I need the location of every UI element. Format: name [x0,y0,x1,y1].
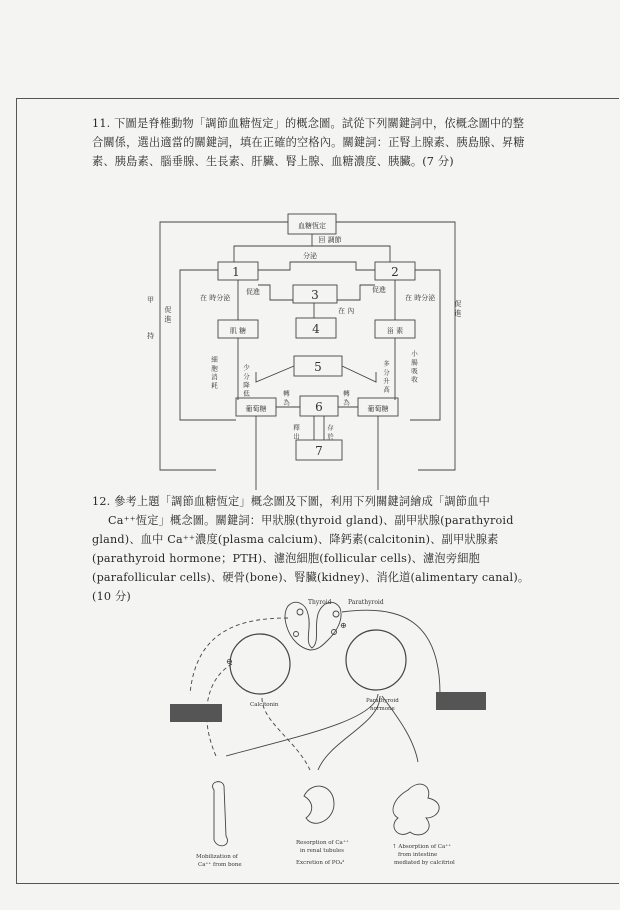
calcitonin-cells-circle [230,634,290,694]
pth-label-2: hormone [370,706,395,712]
right-inner-label: 在 時分泌 [405,294,436,302]
in-label: 在 內 [338,307,355,315]
bone-shape [213,782,228,846]
bone-caption-2: Ca⁺⁺ from bone [198,862,242,868]
question-12-line1: 參考上題「調節血糖恆定」概念圖及下圖，利用下列關鍵詞繪成「調節血中 [114,495,490,508]
left-vertical-1: 甲 [147,296,154,304]
pth-to-bone [226,694,378,756]
pth-feedback-line [342,610,440,694]
kidney-caption-1: Resorption of Ca⁺⁺ [296,840,349,846]
question-12-line3: gland)、血中 Ca⁺⁺濃度(plasma calcium)、降鈣素(calcitonin)、副甲狀腺素 [92,533,499,546]
feedback-label: 回 調節 [318,236,342,244]
right-organ-label: 甾 素 [386,327,404,335]
promote-left: 促進 [246,288,260,296]
box-1-label: 1 [232,265,240,279]
box-4-label: 4 [312,322,320,336]
gut-caption-2: from intestine [398,852,438,858]
box-5-label: 5 [314,360,322,374]
pth-black-box [436,692,486,710]
parathyroid-dot-3 [294,632,299,637]
kidney-shape [304,786,334,823]
lower-right-2: 小 腸 吸 收 [410,350,418,383]
left-glucose-label: 葡萄糖 [245,405,267,413]
box-6-label: 6 [315,400,323,414]
calcitonin-to-kidney [262,698,310,770]
thyroid-gland-shape [285,602,341,650]
lower-left-2: 少 分 降 低 [242,364,250,397]
release-label: 釋 出 [292,424,300,440]
question-12-line2: Ca⁺⁺恆定」概念圖。關鍵詞：甲狀腺(thyroid gland)、副甲狀腺(parathyroid [108,514,514,527]
right-glucose-label: 葡萄糖 [367,405,389,413]
box-3-label: 3 [311,288,319,302]
parathyroid-dot-2 [333,611,339,617]
secrete-label: 分泌 [303,252,317,260]
calcitonin-feedback-line [190,618,288,694]
box-7-label: 7 [315,444,323,458]
convert-left: 轉 為 [282,390,290,406]
calcitonin-black-box [170,704,222,722]
parathyroid-dot-1 [297,609,303,615]
question-12-number: 12. [92,495,111,508]
thyroid-label: Thyroid [308,599,332,606]
left-inner-label: 在 時分泌 [200,294,231,302]
intestine-shape [393,784,439,835]
kidney-caption-2: in renal tubules [300,848,344,854]
parathyroid-label: Parathyroid [348,599,384,606]
lower-right-1: 多 分 升 高 [382,360,390,393]
question-11-number: 11. [92,117,111,130]
left-organ-label: 肌 糖 [229,327,247,335]
calcitonin-label: Calcitonin [250,702,279,708]
plus-sign: ⊕ [340,621,347,630]
promote-right: 促進 [372,286,386,294]
left-vertical-2: 持 [147,332,154,340]
left-vertical-3: 促 進 [164,306,172,323]
kidney-caption-3: Excretion of PO₄³ [296,860,345,866]
question-12-line4: (parathyroid hormone；PTH)、濾泡細胞(follicular cells)、濾泡旁細胞 [92,552,480,565]
store-label: 存 於 [326,424,334,440]
question-11-text: 下圖是脊椎動物「調節血糖恆定」的概念圖。試從下列關鍵詞中，依概念圖中的整合關係，選出適當的關鍵詞，填在正確的空格內。關鍵詞：正腎上腺素、胰島腺、昇糖素、胰島素、腦垂腺、生長素、肝臟、腎上腺、血糖濃度、胰臟。(7 分) [92,117,525,168]
bone-caption-1: Mobilization of [196,854,238,860]
gut-caption-3: mediated by calcitriol [394,860,455,866]
right-vertical: 促 進 [454,300,462,317]
question-12-line6: (10 分) [92,590,131,603]
parathyroid-cells-circle [346,630,406,690]
question-12-line5: (parafollicular cells)、硬骨(bone)、腎臟(kidney)、消化道(alimentary canal)。 [92,571,530,584]
gut-caption-1: ↑ Absorption of Ca⁺⁺ [392,844,452,850]
top-box-label: 血糖恆定 [298,222,326,230]
minus-sign: ⊖ [226,657,233,666]
convert-right: 轉 為 [342,390,350,406]
pth-label-1: Parathyroid [366,698,399,704]
box-2-label: 2 [391,265,399,279]
lower-left-1: 細 胞 消 耗 [210,356,218,389]
